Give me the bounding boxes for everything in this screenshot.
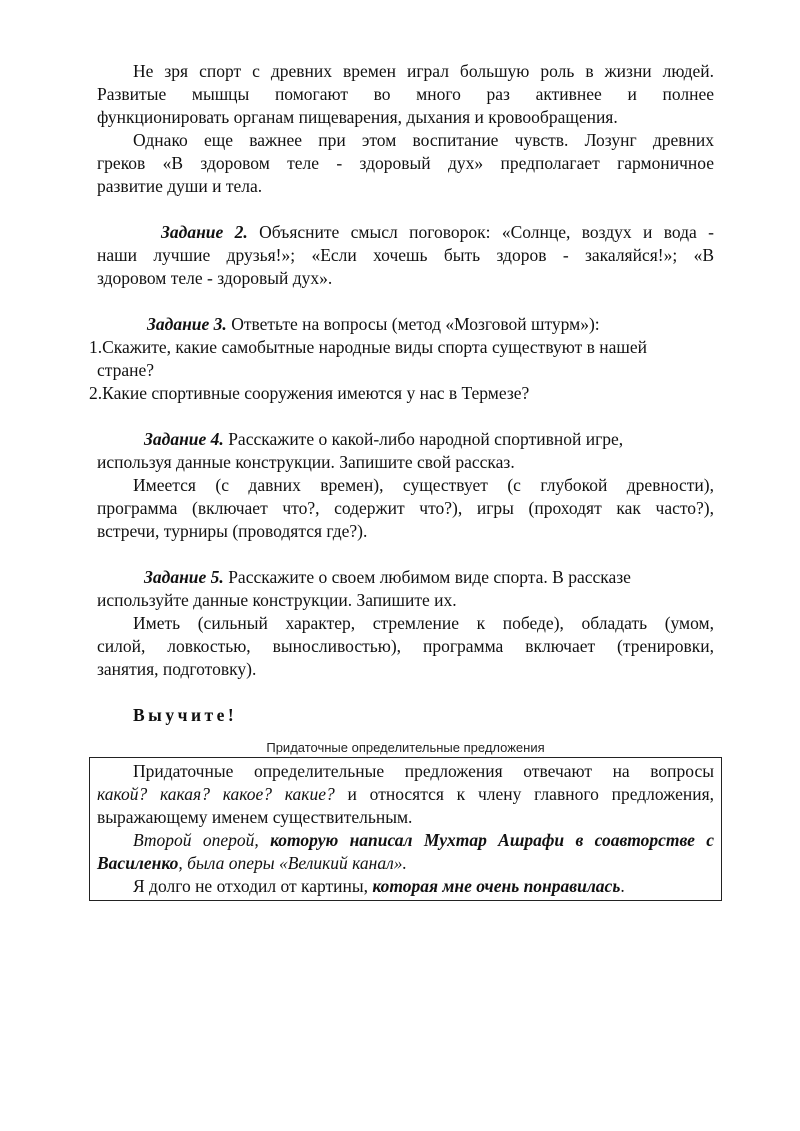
task3-first-line [97, 313, 714, 336]
intro-line: развитие души и тела. [97, 176, 263, 196]
rule-questions: какой? какая? какое? какие? [97, 784, 335, 804]
task3-question: стране? [97, 360, 155, 380]
task3-title: Задание 3. [147, 314, 227, 334]
task3-text: Ответьте на вопросы (метод «Мозговой штурм»): [231, 314, 600, 334]
task5-first-line [97, 566, 714, 589]
rule-line [97, 783, 714, 806]
example-2-clause: которая мне очень понравилась [372, 876, 621, 896]
intro-line: Развитые мышцы помогают во много раз активнее и полнее [97, 84, 714, 104]
rule-line: Придаточные определительные предложения отвечают на вопросы [133, 761, 714, 781]
task4-first-line [97, 428, 714, 451]
task4-construction: программа (включает что?, содержит что?), игры (проходят как часто?), [97, 498, 714, 518]
example-2-end: . [620, 876, 625, 896]
rule-box-caption: Придаточные определительные предложения [266, 740, 545, 755]
example-1-line [97, 852, 714, 875]
task5-line: используйте данные конструкции. Запишите их. [97, 590, 457, 610]
task5-construction: занятия, подготовку). [97, 659, 257, 679]
task4-line: используя данные конструкции. Запишите свой рассказ. [97, 452, 515, 472]
example-2-line [97, 875, 714, 898]
task4-title: Задание 4. [144, 429, 224, 449]
task3-question: 1.Скажите, какие самобытные народные виды спорта существуют в нашей [89, 337, 647, 357]
rule-box [89, 757, 722, 901]
example-1-end: , была оперы «Великий канал». [178, 853, 407, 873]
intro-line: функционировать органам пищеварения, дыхания и кровообращения. [97, 107, 618, 127]
task2-line: здоровом теле - здоровый дух». [97, 268, 333, 288]
rule-text: и относятся к члену главного предложения, [334, 784, 714, 804]
task4-construction: встречи, турниры (проводятся где?). [97, 521, 368, 541]
task5-construction: силой, ловкостью, выносливостью), программа включает (тренировки, [97, 636, 714, 656]
example-1-clause: которую написал Мухтар Ашрафи в соавторстве с [270, 830, 714, 850]
task2-line: наши лучшие друзья!»; «Если хочешь быть здоров - закаляйся!»; «В [97, 245, 714, 265]
example-1-line [97, 829, 714, 852]
rule-line: выражающему именем существительным. [97, 807, 413, 827]
task5-title: Задание 5. [144, 567, 224, 587]
task5-text: Расскажите о своем любимом виде спорта. В рассказе [228, 567, 631, 587]
task2-text: Объясните смысл поговорок: «Солнце, воздух и вода - [259, 222, 714, 242]
intro-line: греков «В здоровом теле - здоровый дух» предполагает гармоничное [97, 153, 714, 173]
task2-first-line [97, 221, 714, 244]
learn-heading: Выучите! [133, 705, 238, 725]
task2-title: Задание 2. [161, 222, 248, 242]
document-page [89, 60, 714, 901]
example-1-start: Второй оперой, [133, 830, 271, 850]
task4-construction: Имеется (с давних времен), существует (с глубокой древности), [133, 475, 714, 495]
example-2-start: Я долго не отходил от картины, [133, 876, 373, 896]
task4-text: Расскажите о какой-либо народной спортивной игре, [228, 429, 624, 449]
intro-line: Не зря спорт с древних времен играл большую роль в жизни людей. [133, 61, 714, 81]
task5-construction: Иметь (сильный характер, стремление к победе), обладать (умом, [133, 613, 714, 633]
task3-question: 2.Какие спортивные сооружения имеются у нас в Термезе? [89, 383, 530, 403]
example-1-clause-end: Василенко [97, 853, 179, 873]
intro-line: Однако еще важнее при этом воспитание чувств. Лозунг древних [133, 130, 714, 150]
